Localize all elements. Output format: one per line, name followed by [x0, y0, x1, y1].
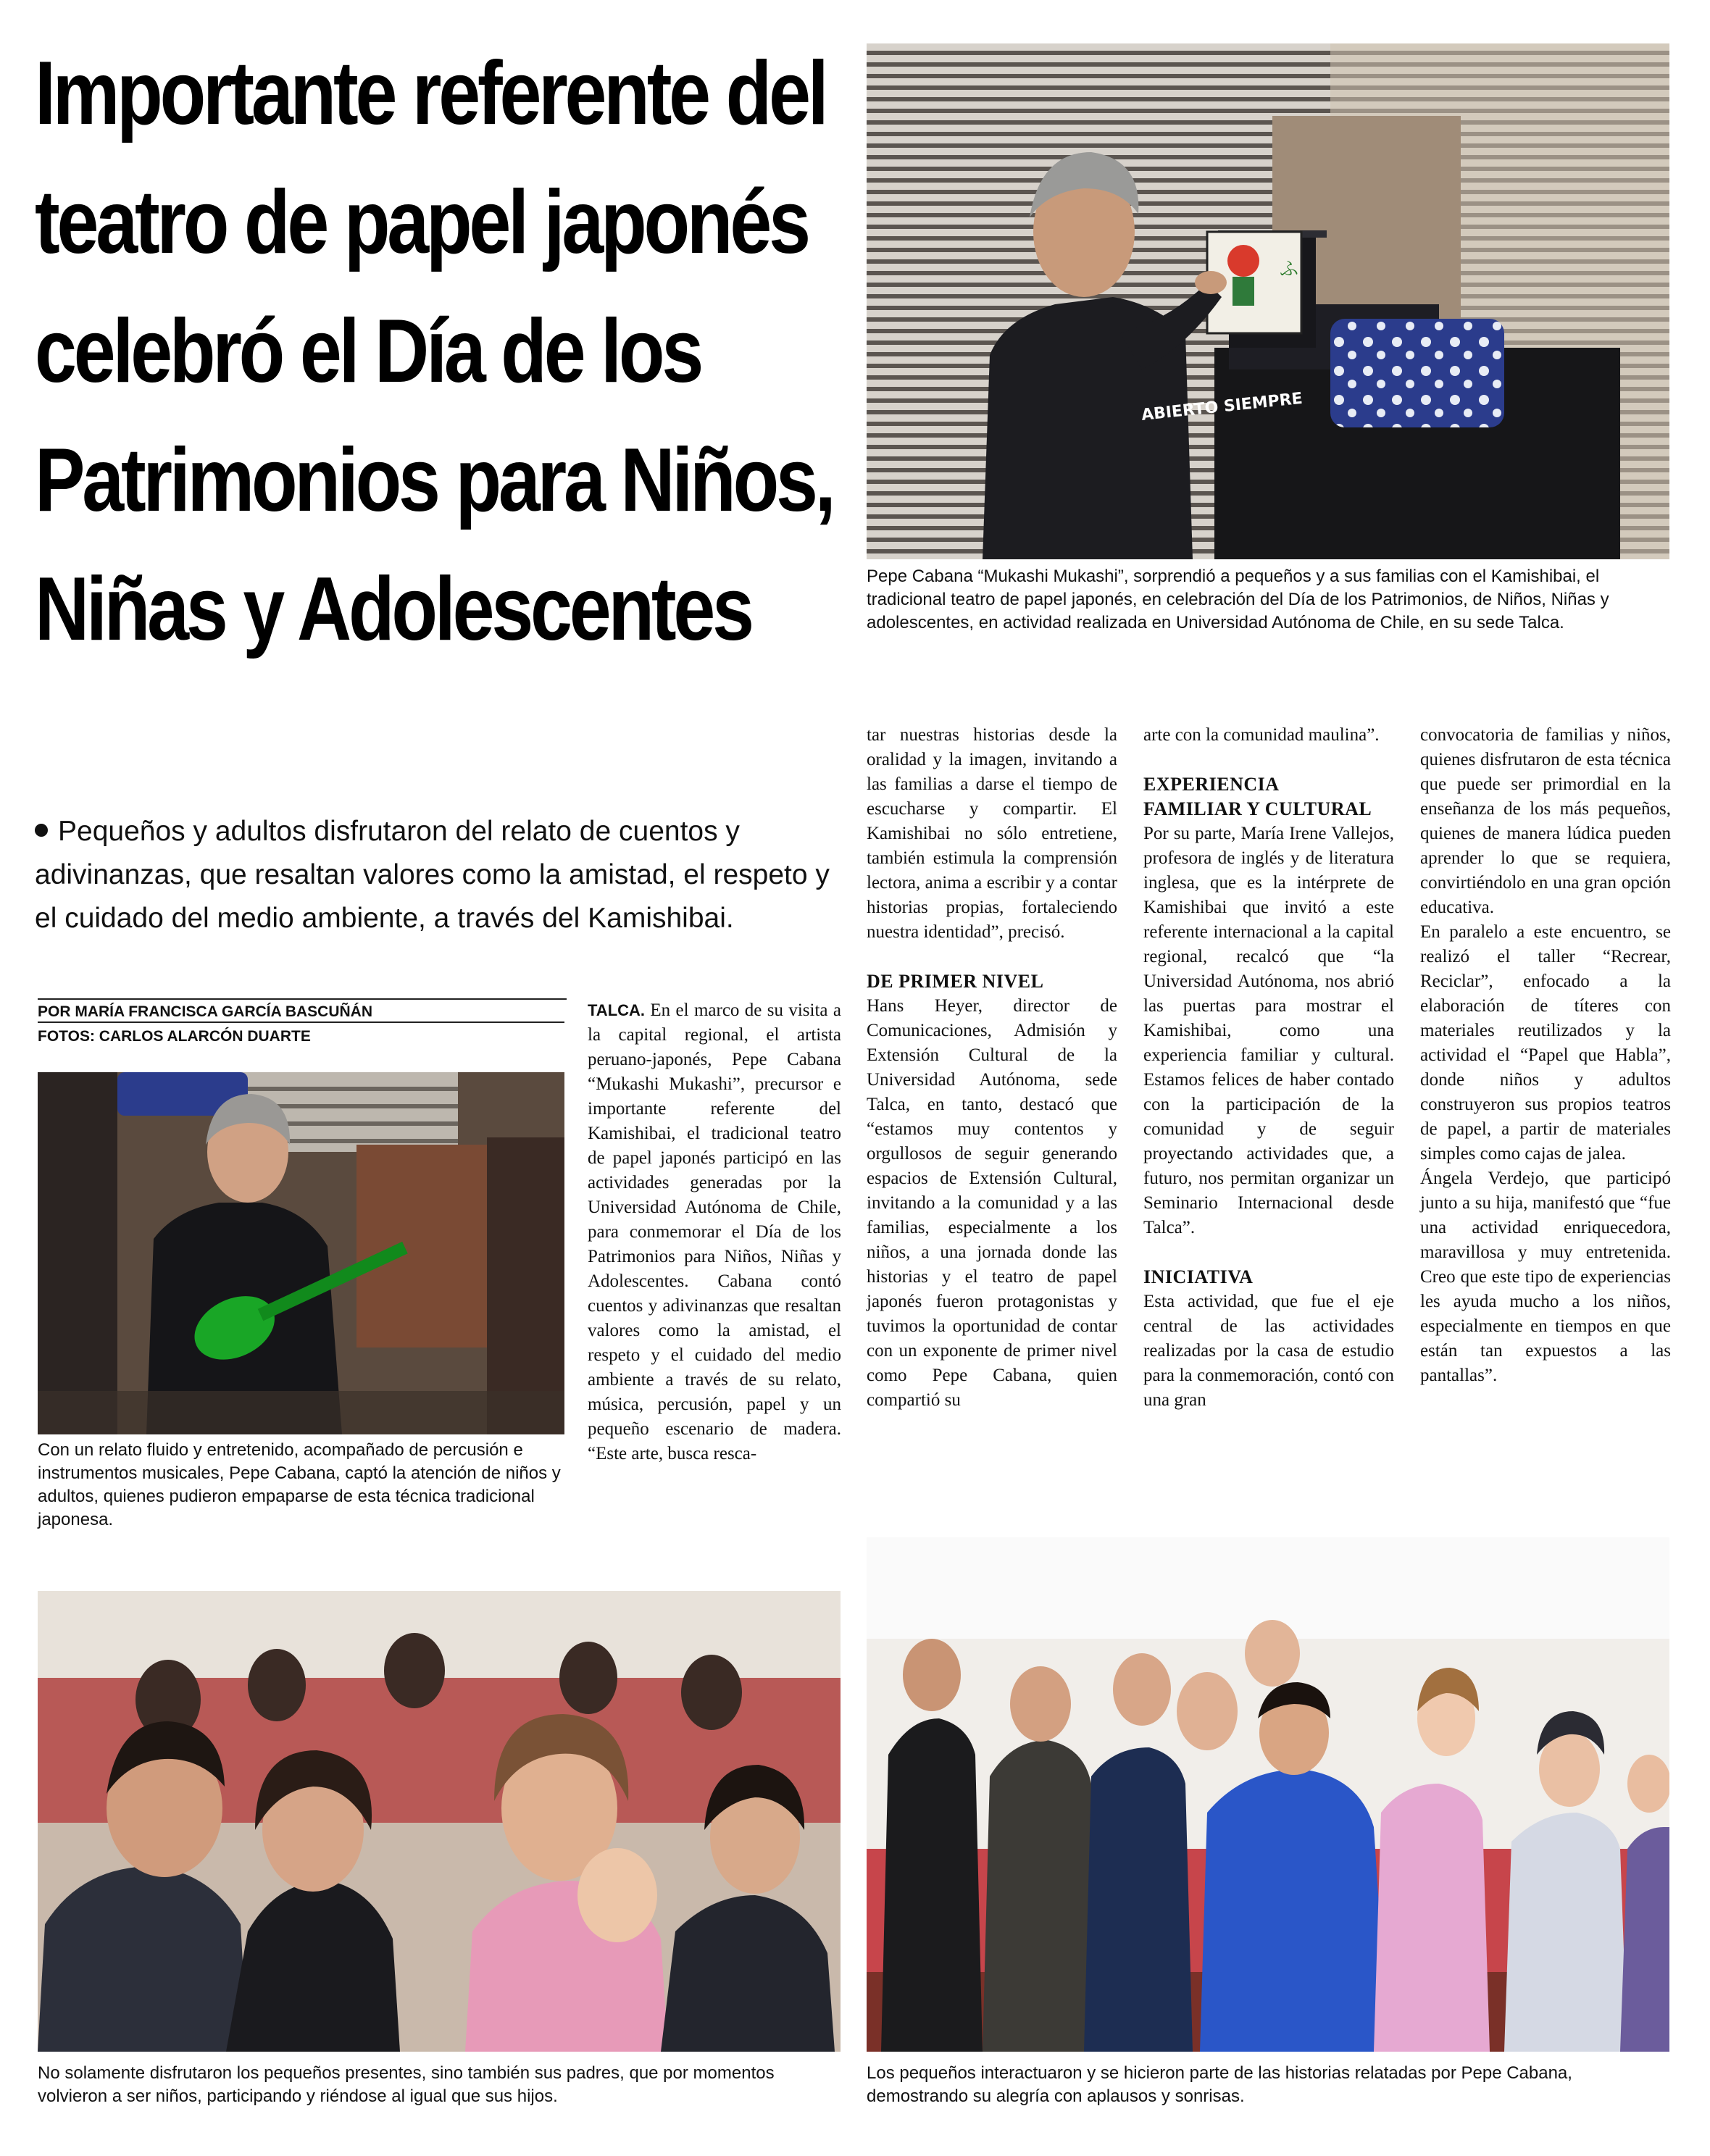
heading-de-primer-nivel: DE PRIMER NIVEL — [867, 971, 1044, 992]
byline-author: POR MARÍA FRANCISCA GARCÍA BASCUÑÁN — [38, 1003, 372, 1020]
subhead-text: Pequeños y adultos disfrutaron del relato de cuentos y adivinanzas, que resaltan valores como la amistad, el respeto y el cuidado del medio ambiente, a través del Kamishibai. — [35, 816, 830, 934]
caption-audience-left: No solamente disfrutaron los pequeños presentes, sino también sus padres, que por momentos volvieron a ser niños, participando y riéndose al igual que sus hijos. — [38, 2063, 775, 2106]
byline — [38, 998, 567, 1049]
byline-photos: FOTOS: CARLOS ALARCÓN DUARTE — [38, 1028, 311, 1045]
photo-performer-ukulele — [38, 1072, 564, 1434]
heading-experiencia-line2: FAMILIAR Y CULTURAL — [1143, 798, 1372, 819]
headline: Importante referente del teatro de papel japonés celebró el Día de los Patrimonios para Niños, Niñas y Adolescentes — [35, 43, 833, 659]
heading-experiencia-line1: EXPERIENCIA — [1143, 774, 1280, 795]
caption-top-photo: Pepe Cabana “Mukashi Mukashi”, sorprendió a pequeños y a sus familias con el Kamishibai, el tradicional teatro de papel japonés, en celebración del Día de los Patrimonios, de Niños, Niñas y adolescentes, en actividad realizada en Universidad Autónoma de Chile, en su sede Talca. — [867, 567, 1609, 632]
caption-audience-right: Los pequeños interactuaron y se hicieron parte de las historias relatadas por Pepe Cabana, demostrando su alegría con aplausos y sonrisas. — [867, 2063, 1572, 2106]
column-3-text-b: Por su parte, María Irene Vallejos, profesora de inglés y de literatura inglesa, que es la intérprete de Kamishibai que invitó a este referente internacional a la capital regional, recalcó que “la Universidad Autónoma, nos abrió las puertas para mostrar el Kamishibai, como una experiencia familiar y cultural. Estamos felices de haber contado con la participación de la comunidad y de seguir proyectando actividades que, a futuro, nos permitan organizar un Seminario Internacional desde Talca”. — [1143, 824, 1394, 1237]
caption-ukulele-photo: Con un relato fluido y entretenido, acompañado de percusión e instrumentos musicales, Pepe Cabana, captó la atención de niños y adultos, quienes pudieron empaparse de esta técnica tradicional japonesa. — [38, 1440, 561, 1529]
column-1-text: En el marco de su visita a la capital regional, el artista peruano-japonés, Pepe Cabana “Mukashi Mukashi”, precursor e importante referente del Kamishibai, el tradicional teatro de papel japonés participó en las actividades generadas por la Universidad Autónoma de Chile, para conmemorar el Día de los Patrimonios para Niños, Niñas y Adolescentes. Cabana contó cuentos y adivinanzas que resaltan valores como la amistad, el respeto y el cuidado del medio ambiente a través de su relato, música, percusión, papel y un pequeño escenario de madera. “Este arte, busca resca- — [588, 1000, 841, 1463]
shirt-text: ABIERTO SIEMPRE — [1140, 389, 1304, 425]
heading-iniciativa: INICIATIVA — [1143, 1266, 1254, 1287]
body-column-3 — [1143, 723, 1394, 1413]
column-4-text-c: Ángela Verdejo, que participó junto a su hija, manifestó que “fue una actividad enriquecedora, maravillosa y muy entretenida. Creo que este tipo de experiencias les ayuda mucho a los niños, especialmente en tiempos en que están tan expuestos a las pantallas”. — [1420, 1169, 1671, 1385]
column-4-text-a: convocatoria de familias y niños, quienes disfrutaron de esta técnica que puede ser primordial en la enseñanza de los más pequeños, quienes de manera lúdica pueden aprender lo que se requiera, convirtiéndolo en una gran opción educativa. — [1420, 725, 1671, 917]
body-column-2 — [867, 723, 1117, 1413]
photo-performer-kamishibai — [867, 43, 1669, 559]
column-3-text-a: arte con la comunidad maulina”. — [1143, 725, 1380, 745]
bullet-icon — [35, 824, 48, 837]
body-column-1 — [588, 998, 841, 1466]
column-2-text-a: tar nuestras historias desde la oralidad y la imagen, invitando a las familias a darse el tiempo de escucharse y compartir. El Kamishibai no sólo entretiene, también estimula la comprensión lectora, anima a escribir y a contar historias propias, fortaleciendo nuestra identidad”, precisó. — [867, 725, 1117, 942]
dateline: TALCA. — [588, 1001, 646, 1019]
body-column-4 — [1420, 723, 1671, 1388]
column-3-text-c: Esta actividad, que fue el eje central de las actividades realizadas por la casa de estudio para la conmemoración, contó con una gran — [1143, 1292, 1394, 1410]
byline-rule — [38, 1021, 564, 1023]
column-4-text-b: En paralelo a este encuentro, se realizó el taller “Recrear, Reciclar”, enfocado a la elaboración de títeres con materiales reutilizados y la actividad el “Papel que Habla”, donde niños y adultos construyeron sus propios teatros de papel, a partir de materiales simples como cajas de jalea. — [1420, 922, 1671, 1163]
photo-children-clapping — [867, 1537, 1669, 2052]
column-2-text-b: Hans Heyer, director de Comunicaciones, Admisión y Extensión Cultural de la Universidad Autónoma, sede Talca, en tanto, destacó que “estamos muy contentos y orgullosos de seguir generando espacios de Extensión Cultural, invitando a la comunidad y a las familias, especialmente a los niños, a una jornada donde las historias y el teatro de papel japonés fueron protagonistas y tuvimos la oportunidad de contar con un exponente de primer nivel como Pepe Cabana, quien compartió su — [867, 996, 1117, 1410]
photo-audience-laughing — [38, 1591, 841, 2052]
svg-text:ふ: ふ — [1280, 259, 1299, 280]
subhead — [35, 810, 832, 940]
